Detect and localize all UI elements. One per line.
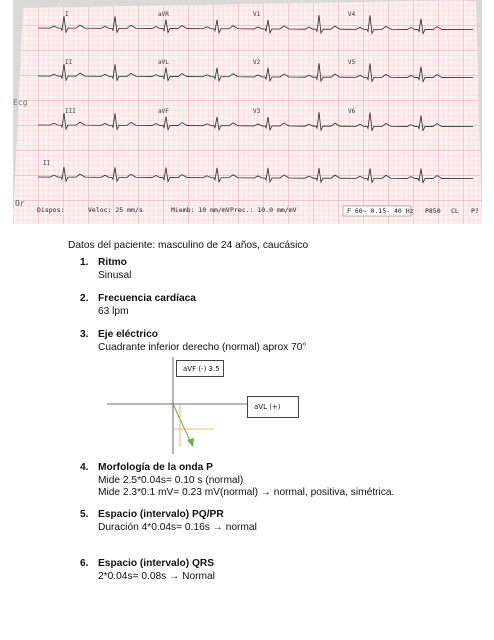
item-number: 1.: [80, 257, 89, 268]
ecg-lead-label: III: [65, 108, 76, 115]
ecg-lead-label: V4: [348, 11, 356, 18]
ecg-strip: [13, 0, 482, 224]
ecg-lead-label: aVR: [158, 11, 169, 18]
ecg-lead-label: aVF: [158, 108, 169, 115]
ecg-footer-p: P?: [471, 207, 479, 215]
item-number: 4.: [80, 462, 89, 473]
ecg-lead-label: II: [65, 59, 73, 66]
ecg-side-mark-2: Or: [15, 199, 25, 208]
ecg-lead-label: V5: [348, 59, 356, 66]
item-line: Mide 2.3*0.1 mV= 0.23 mV(normal) → normal, positiva, simétrica.: [98, 487, 395, 499]
item-title: Frecuencia cardíaca: [98, 293, 196, 304]
ecg-side-mark: Ecg: [13, 98, 28, 107]
ecg-lead-label: V2: [253, 59, 261, 66]
axis-diagram: [107, 357, 302, 457]
item-number: 6.: [80, 558, 89, 569]
item-line: Duración 4*0.04s= 0.16s → normal: [98, 521, 257, 533]
ecg-lead-label: I: [65, 11, 69, 18]
patient-data: Datos del paciente: masculino de 24 años, caucásico: [68, 240, 309, 251]
item-title: Morfología de la onda P: [98, 462, 213, 473]
ecg-lead-label: II: [43, 160, 51, 167]
ecg-footer-chest: Prec.: 10.0 mm/mV: [230, 206, 297, 214]
item-title: Ritmo: [98, 257, 127, 268]
ecg-photo: [13, 0, 482, 224]
ecg-footer-filter: F 60~ 0.15- 40 Hz: [347, 207, 414, 215]
item-title: Espacio (intervalo) PQ/PR: [98, 509, 224, 520]
ecg-footer-limb: Miemb: 10 mm/mV: [171, 206, 230, 214]
axis-vector-arrow: [173, 404, 191, 443]
ecg-footer-code: P850: [425, 207, 441, 215]
ecg-lead-label: V1: [253, 11, 261, 18]
item-line: Sinusal: [98, 269, 132, 281]
ecg-footer-speed: Veloc: 25 mm/s: [88, 206, 143, 214]
item-line: Cuadrante inferior derecho (normal) aprox 70°: [98, 341, 307, 353]
avl-label-box: aVL (+): [247, 396, 299, 418]
ecg-lead-label: aVL: [158, 59, 169, 66]
item-number: 3.: [80, 329, 89, 340]
item-number: 5.: [80, 509, 89, 520]
item-line: 2*0.04s= 0.08s → Normal: [98, 570, 215, 582]
item-line: 63 lpm: [98, 305, 129, 317]
ecg-lead-label: V6: [348, 108, 356, 115]
item-line: Mide 2.5*0.04s= 0.10 s (normal): [98, 474, 244, 486]
avf-label-box: aVF (-) 3.5: [176, 360, 224, 377]
ecg-footer-cl: CL: [451, 207, 459, 215]
item-number: 2.: [80, 293, 89, 304]
item-title: Eje eléctrico: [98, 329, 159, 340]
arrowhead-icon: [187, 438, 194, 447]
item-title: Espacio (intervalo) QRS: [98, 558, 215, 569]
ecg-footer-dispos: Dispos:: [37, 206, 65, 214]
ecg-lead-label: V3: [253, 108, 261, 115]
